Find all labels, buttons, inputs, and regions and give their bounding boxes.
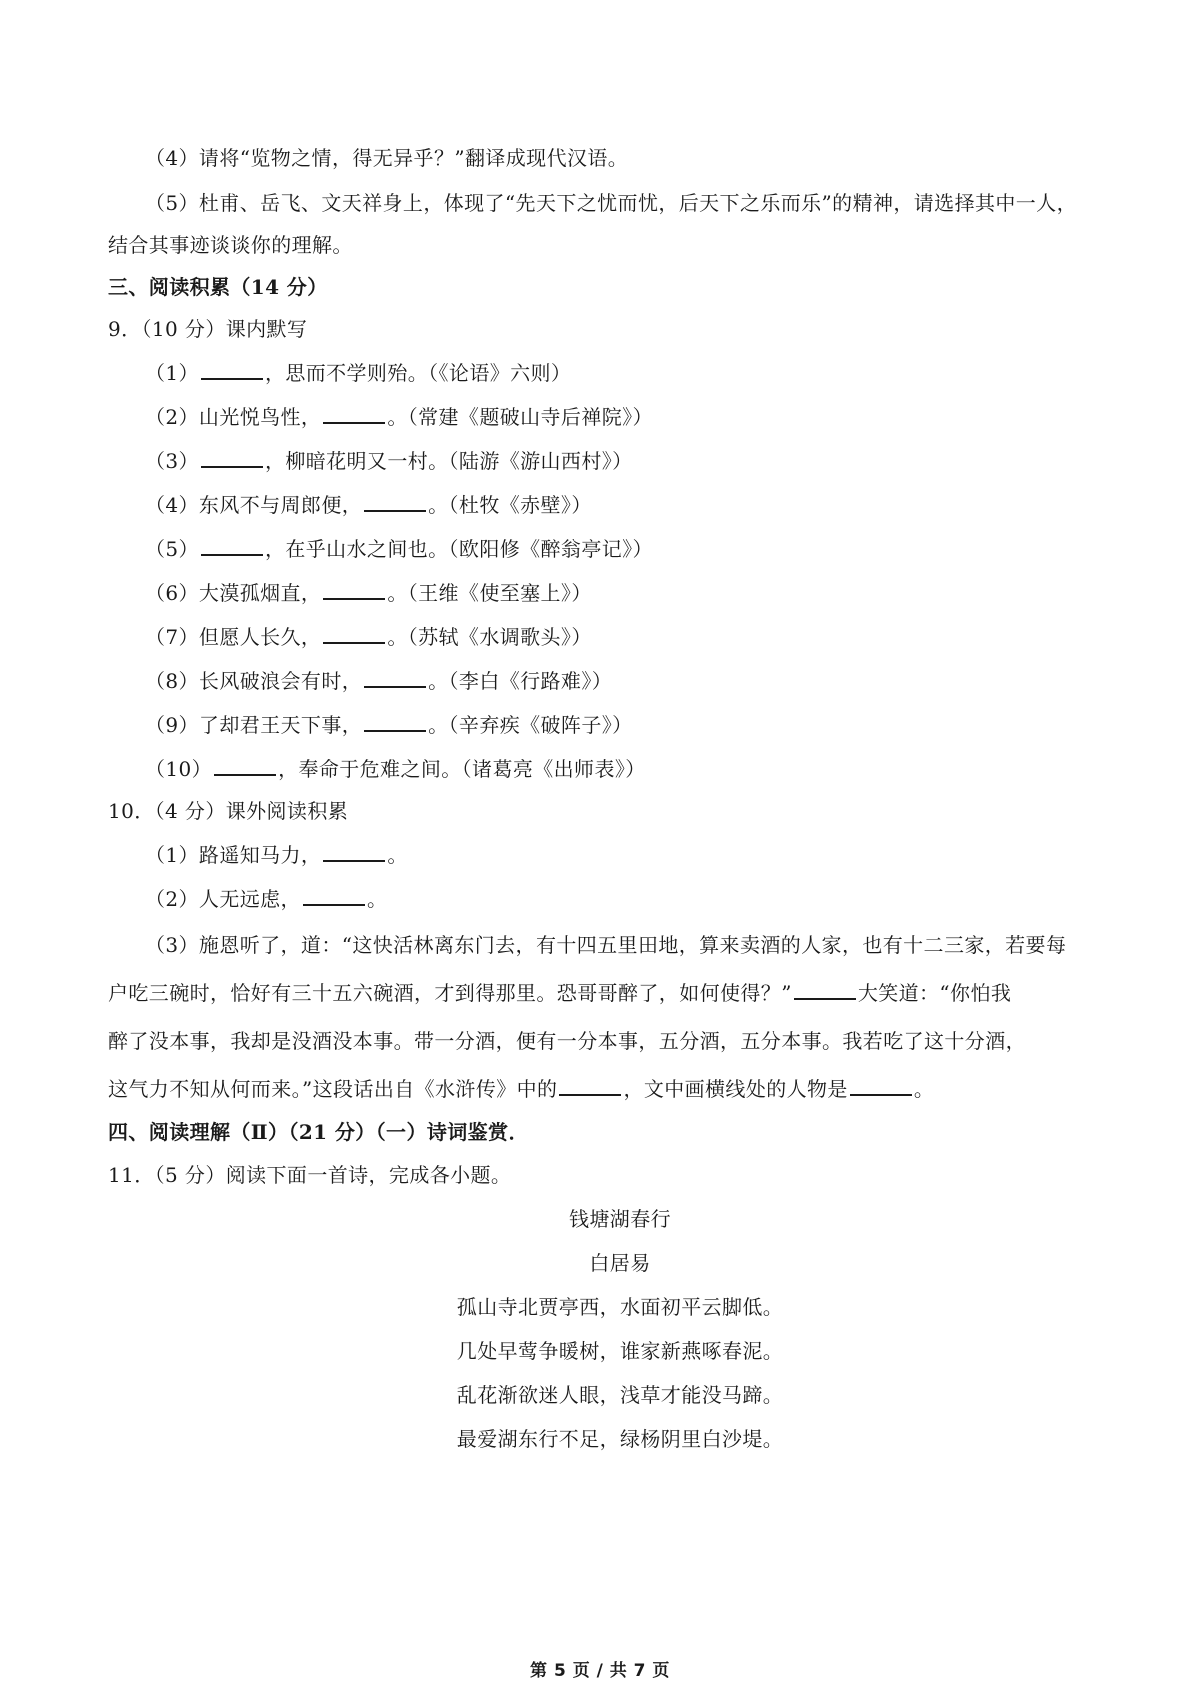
question-9-5 <box>145 534 653 564</box>
answer-blank[interactable] <box>201 534 263 556</box>
question-9-2 <box>145 402 653 432</box>
text-segment: 。 <box>913 1077 935 1101</box>
question-10-heading: 10．（4 分）课外阅读积累 <box>108 799 349 823</box>
text-segment: 。（王维《使至塞上》） <box>387 581 592 605</box>
text-segment: （1）路遥知马力， <box>145 843 322 867</box>
text-segment: 。（辛弃疾《破阵子》） <box>428 713 633 737</box>
text-segment: （8）长风破浪会有时， <box>145 669 363 693</box>
answer-blank[interactable] <box>323 622 385 644</box>
question-9-8 <box>145 666 612 696</box>
text-segment: 这气力不知从何而来。”这段话出自《水浒传》中的 <box>108 1077 558 1101</box>
answer-blank[interactable] <box>850 1074 912 1096</box>
text-segment: ，奉命于危难之间。（诸葛亮《出师表》） <box>278 757 646 781</box>
answer-blank[interactable] <box>323 402 385 424</box>
answer-blank[interactable] <box>364 666 426 688</box>
question-10-3-line3: 醉了没本事，我却是没酒没本事。带一分酒，便有一分本事，五分酒，五分本事。我若吃了这十分酒， <box>108 1029 1026 1053</box>
poem-verse: 孤山寺北贾亭西，水面初平云脚低。 <box>456 1295 784 1319</box>
text-segment: 户吃三碗时，恰好有三十五六碗酒，才到得那里。恐哥哥醉了，如何使得？” <box>108 981 792 1005</box>
question-10-1 <box>145 840 408 870</box>
question-10-3-line1: （3）施恩听了，道：“这快活林离东门去，有十四五里田地，算来卖酒的人家，也有十二三家，若要每 <box>145 933 1067 957</box>
text-segment: （2）山光悦鸟性， <box>145 405 322 429</box>
section-4-heading: 四、阅读理解（Ⅱ）（21 分）（一）诗词鉴赏． <box>108 1120 529 1144</box>
text-segment: 。（常建《题破山寺后禅院》） <box>387 405 653 429</box>
question-10-2 <box>145 884 387 914</box>
text-segment: 。 <box>387 843 408 867</box>
text-segment: 。（杜牧《赤壁》） <box>428 493 592 517</box>
text-segment: （6）大漠孤烟直， <box>145 581 322 605</box>
question-9-6 <box>145 578 592 608</box>
answer-blank[interactable] <box>323 840 385 862</box>
text-segment: ，文中画横线处的人物是 <box>623 1077 848 1101</box>
question-9-4 <box>145 490 592 520</box>
question-11-heading: 11．（5 分）阅读下面一首诗，完成各小题。 <box>108 1163 512 1187</box>
poem-author: 白居易 <box>589 1251 651 1275</box>
answer-blank[interactable] <box>214 754 276 776</box>
text-segment: ，柳暗花明又一村。（陆游《游山西村》） <box>264 449 633 473</box>
page-footer: 第 5 页 / 共 7 页 <box>530 1661 670 1681</box>
answer-blank[interactable] <box>201 446 263 468</box>
text-segment: ，在乎山水之间也。（欧阳修《醉翁亭记》） <box>264 537 653 561</box>
text-segment: （2）人无远虑， <box>145 887 301 911</box>
question-8-4: （4）请将“览物之情，得无异乎？”翻译成现代汉语。 <box>145 146 629 170</box>
text-segment: （4）东风不与周郎便， <box>145 493 363 517</box>
question-9-9 <box>145 710 633 740</box>
answer-blank[interactable] <box>323 578 385 600</box>
question-9-heading: 9．（10 分）课内默写 <box>108 317 308 341</box>
question-10-3-line2 <box>108 978 1011 1008</box>
section-3-heading: 三、阅读积累（14 分） <box>108 275 328 299</box>
answer-blank[interactable] <box>303 884 365 906</box>
answer-blank[interactable] <box>364 710 426 732</box>
question-9-1 <box>145 358 571 388</box>
question-8-5-line1: （5）杜甫、岳飞、文天祥身上，体现了“先天下之忧而忧，后天下之乐而乐”的精神，请选择其中一人， <box>145 191 1077 215</box>
text-segment: （3） <box>145 449 199 473</box>
text-segment: 。 <box>366 887 388 911</box>
question-9-10 <box>145 754 646 784</box>
text-segment: （1） <box>145 361 199 385</box>
question-10-3-line4 <box>108 1074 934 1104</box>
text-segment: ，思而不学则殆。（《论语》六则） <box>264 361 572 385</box>
poem-verse: 最爱湖东行不足，绿杨阴里白沙堤。 <box>456 1427 784 1451</box>
question-8-5-line2: 结合其事迹谈谈你的理解。 <box>108 233 353 257</box>
text-segment: （9）了却君王天下事， <box>145 713 363 737</box>
text-segment: （5） <box>145 537 199 561</box>
answer-blank[interactable] <box>794 978 856 1000</box>
question-9-3 <box>145 446 633 476</box>
question-9-7 <box>145 622 592 652</box>
poem-verse: 乱花渐欲迷人眼，浅草才能没马蹄。 <box>456 1383 784 1407</box>
text-segment: 。（苏轼《水调歌头》） <box>387 625 592 649</box>
text-segment: 大笑道：“你怕我 <box>857 981 1012 1005</box>
poem-title: 钱塘湖春行 <box>569 1207 671 1231</box>
text-segment: （7）但愿人长久， <box>145 625 322 649</box>
answer-blank[interactable] <box>364 490 426 512</box>
text-segment: （10） <box>145 757 213 781</box>
text-segment: 。（李白《行路难》） <box>428 669 613 693</box>
answer-blank[interactable] <box>201 358 263 380</box>
poem-verse: 几处早莺争暖树，谁家新燕啄春泥。 <box>456 1339 784 1363</box>
answer-blank[interactable] <box>559 1074 621 1096</box>
